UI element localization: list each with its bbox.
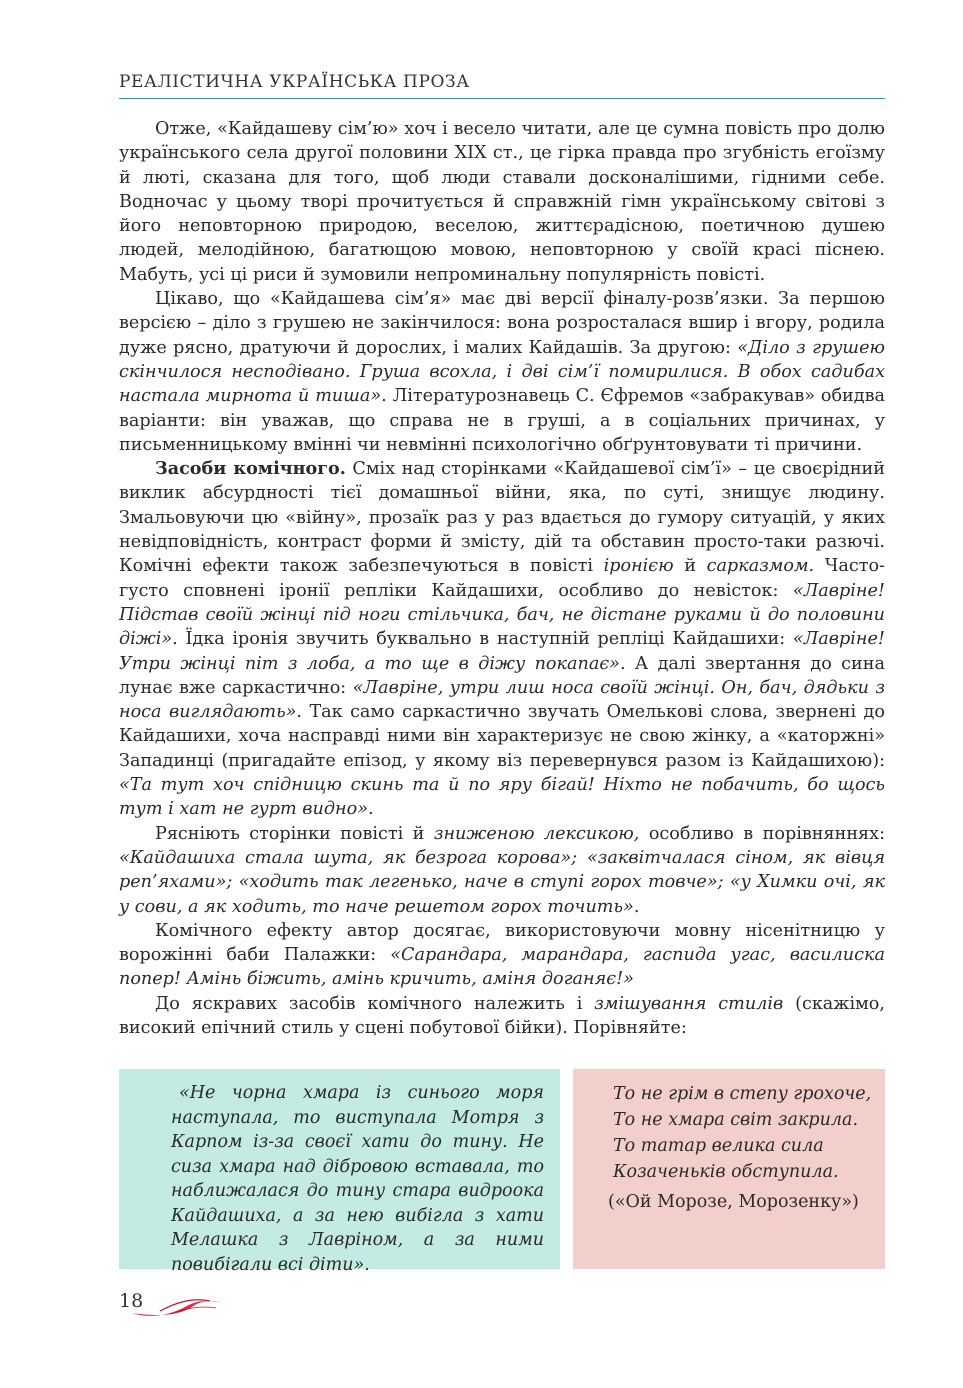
p3-text-e: Часто-густо сповнені іронії репліки Кайдашихи, особливо до невісток: [119,556,885,601]
p2-text-a: Цікаво, що «Кайдашева сім’я» має дві версії фіналу-розв’язки. За першою версією – діло з грушею не закінчилося: вона розросталася вшир і вгору, родила дуже рясно, дратуючи й дорослих, і малих Кайдашів. За другою: [119,289,885,358]
poem-source: («Ой Морозе, Морозенку») [608,1192,859,1212]
paragraph-5 [119,919,885,992]
p6-term: змішування стилів [594,993,784,1014]
poem-line: То не хмара світ закрила. [613,1110,859,1130]
p3-term-sarcasm: сарказмом. [706,556,815,577]
main-text [119,117,885,1040]
p3-text-i: . А далі звертання до сина лунає вже саркастично: [119,653,885,698]
flourish-ornament-icon [130,1295,225,1319]
paragraph-4 [119,822,885,919]
p4-text-a: Ряснiють сторінки повісті й [155,823,434,844]
p4-quotes: «Кайдашиха стала шута, як безрога корова»; «заквітчалася сіном, як вівця реп’яхами»; «ходить так легенько, наче в ступі горох товче»; «у Химки очі, як у сови, а як ходить, то наче решетом горох точить» [119,847,885,917]
p6-text-c: (скажімо, високий епічний стиль у сцені побутової бійки). Порівняйте: [119,993,885,1038]
poem-line: То не грім в степу грохоче, [613,1084,872,1104]
p3-quote-2: «Лавріне! Утри жінці піт з лоба, а то ще в діжу покапає» [119,629,885,674]
paragraph-3 [119,457,885,821]
section-heading: Засоби комічного. [155,458,346,480]
p2-text-c: . Літературознавець С. Єфремов «забракував» обидва варіанти: він уважав, що справа не в груші, а в соціальних причинах, у письменницькому вмінні чи невмінні психологічно обґрунтовувати ті причини. [119,386,886,455]
poem-line: То татар велика сила [613,1136,824,1156]
p3-text-k: . Так само саркастично звучать Омелькові слова, звернені до Кайдашихи, хоча насправді ними він характеризує не свою жінку, а «каторжні» Западинці (пригадайте епізод, у якому віз перевернувся разом із Кайдашихою): [119,702,885,771]
p4-text-e: . [633,896,640,917]
paragraph-1: Отже, «Кайдашеву сім’ю» хоч і весело читати, але це сумна повість про долю українського села другої половини ХІХ ст., це гірка правда про згубність егоїзму й люті, сказана для того, щоб люди ставали досконалішими, гідними себе. Водночас у цьому творі прочитується й справжній гімн українському світові з його неповторною природою, веселою, життєрадісною, поетичною душею людей, мелодійною, багатющою мовою, неповторною у своїй красі піснею. Мабуть, усі ці риси й зумовили непроминальну популярність повісті. [119,119,885,285]
p3-text-g: . Їдка іронія звучить буквально в наступній репліці Кайдашихи: [172,629,793,650]
p5-text-a: Комічного ефекту автор досягає, використовуючи мовну нісенітницю у ворожінні баби Палажки: [119,920,885,966]
p3-quote-4: «Та тут хоч спідницю скинь та й по яру бігай! Ніхто не побачить, бо щось тут і хат не гурт видно» [119,775,885,820]
p3-text-c: й [673,556,707,577]
p3-text-a: Сміх над сторінками «Кайдашевої сім’ї» – це своєрідний виклик абсурдності тієї домашньої війни, яка, по суті, знищує людину. Змальовуючи цю «війну», прозаїк раз у раз вдається до гумору ситуацій, у яких невідповідність, контраст форми й змісту, дій та обставин просто-таки разючі. Комічні ефекти також забезпечуються в повісті [119,459,886,577]
prose-quote: «Не чорна хмара із синього моря наступала, то виступала Мотря з Карпом із-за своєї хати до тину. Не сиза хмара над дібровою вставала, то наближалася до тину стара видроока Кайдашиха, а за нею вибігла з хати Мелашка з Лавріном, а за ними повибігали всі діти». [171,1083,544,1275]
p3-quote-1: «Лавріне! Підстав своїй жінці під ноги стільчика, бач, не дістане руками й до половини діжі» [119,580,885,650]
paragraph-6 [119,992,885,1041]
p3-text-m: . [367,799,374,820]
p5-quote: «Сарандара, марандара, гаспида угас, василиска попер! Амінь біжить, амінь кричить, аміня доганяє!» [119,945,885,990]
folk-song-box [573,1069,885,1269]
running-header-title: РЕАЛІСТИЧНА УКРАЇНСЬКА ПРОЗА [119,72,470,92]
p4-term: зниженою лексикою, [433,823,640,844]
prose-quote-box [119,1069,560,1275]
p3-quote-3: «Лавріне, утри лиш носа своїй жінці. Он, бач, дядьки з носа виглядають» [119,677,885,723]
p6-text-a: До яскравих засобів комічного належить і [155,993,595,1014]
running-header [119,72,885,99]
poem-line: Козаченьків обступила. [613,1162,839,1182]
paragraph-2 [119,287,885,457]
p4-text-c: особливо в порівняннях: [639,823,885,844]
p2-quote: «Діло з грушею скінчилося несподівано. Груша всохла, і дві сім’ї помирилися. В обох садибах настала мирнота й тиша» [119,337,885,407]
p3-term-irony: іронією [603,556,674,577]
page-number: 18 [119,1290,144,1312]
